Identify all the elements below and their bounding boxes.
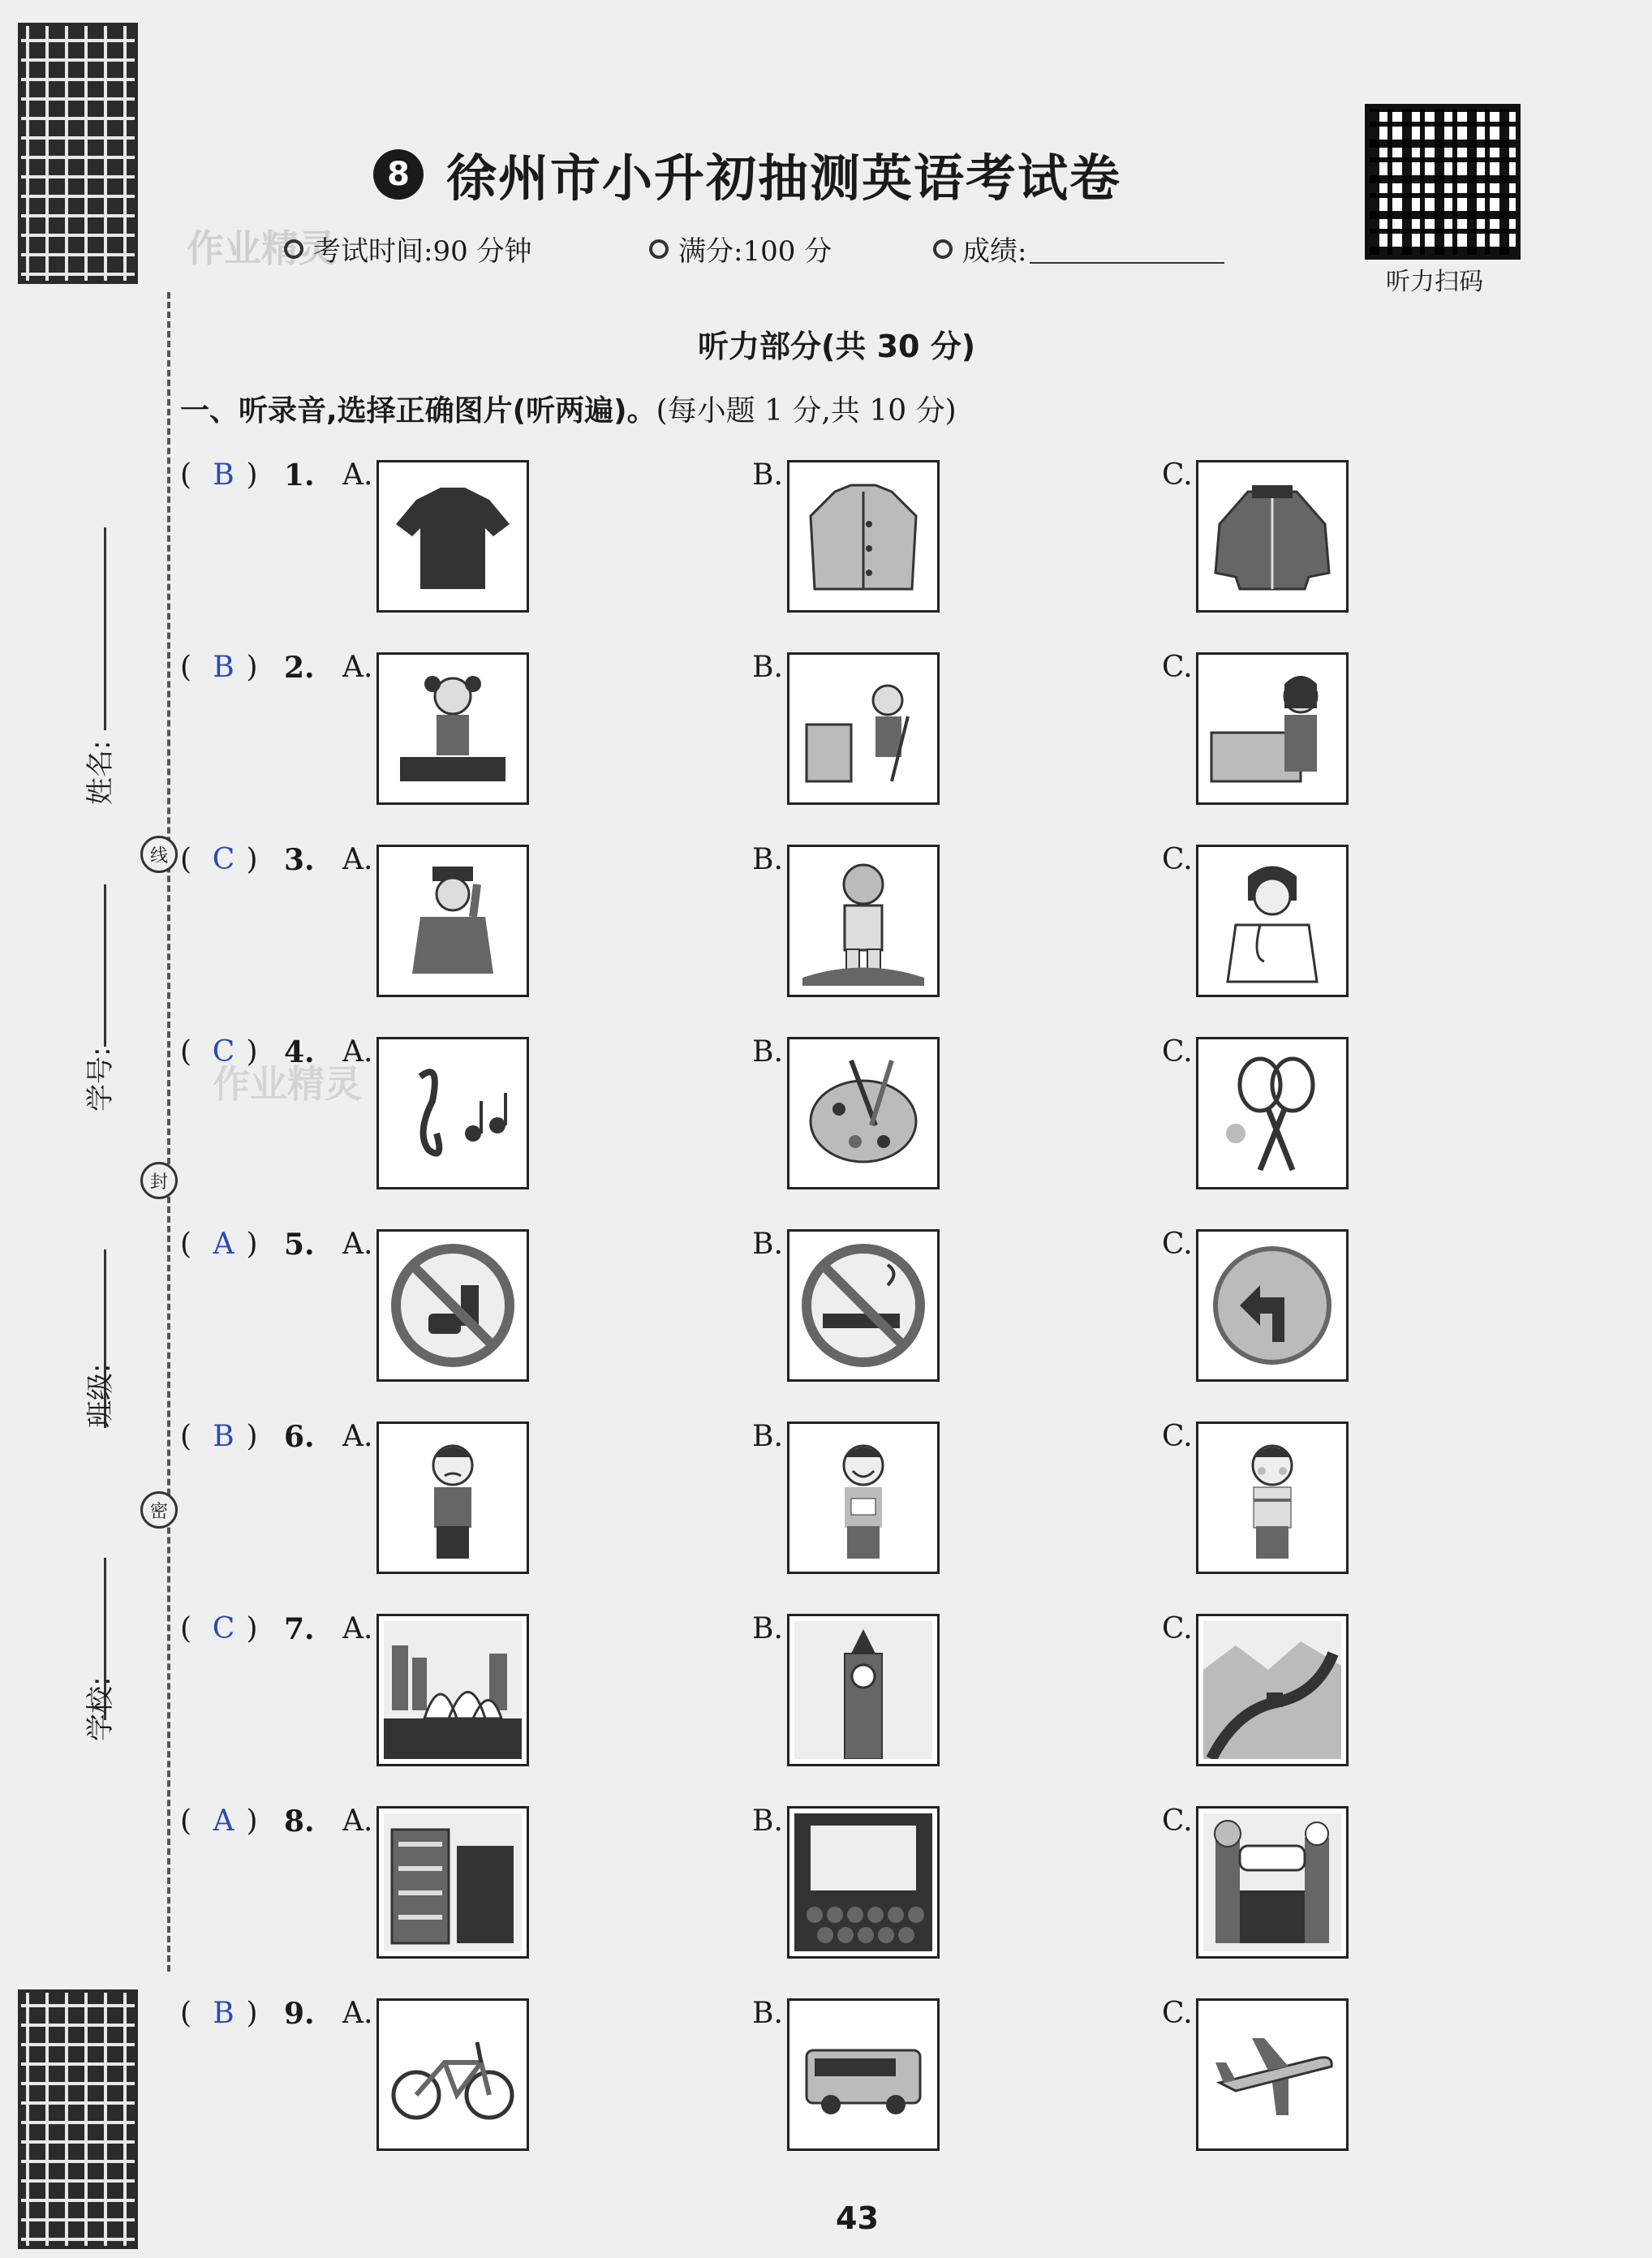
- answer-bracket[interactable]: ( B ): [180, 1997, 258, 2030]
- score-field: 成绩:: [933, 229, 1224, 269]
- class-label: 班级:: [84, 1363, 117, 1428]
- watermark-logo: 作业精灵: [213, 1062, 362, 1106]
- option-letter: A.: [342, 1997, 373, 2030]
- girl-making-bed-icon: [1203, 660, 1341, 798]
- question-row: [180, 1228, 1365, 1382]
- binding-dashed-line: [143, 292, 170, 1972]
- option-letter: C.: [1162, 1997, 1193, 2030]
- great-wall-icon: [1203, 1621, 1341, 1759]
- answer-value: C: [212, 1035, 235, 1069]
- part-title: 一、听录音,选择正确图片(听两遍)。(每小题 1 分,共 10 分): [180, 394, 957, 428]
- answer-bracket[interactable]: ( B ): [180, 458, 258, 492]
- option-letter: A.: [342, 1420, 373, 1453]
- option-picture[interactable]: [376, 845, 529, 997]
- option-letter: C.: [1162, 1035, 1193, 1069]
- exam-time: 考试时间:90 分钟: [284, 229, 532, 269]
- answer-value: C: [212, 843, 235, 876]
- full-score: 满分:100 分: [649, 229, 832, 269]
- option-picture[interactable]: [1196, 1421, 1349, 1574]
- option-picture[interactable]: [1196, 460, 1349, 613]
- jacket-icon: [1203, 467, 1341, 605]
- question-number: 6.: [284, 1420, 315, 1454]
- girl-sweeping-icon: [794, 660, 932, 798]
- soldier-icon: [384, 852, 522, 990]
- exam-title: 徐州市小升初抽测英语考试卷: [446, 148, 1122, 208]
- answer-bracket[interactable]: ( C ): [180, 843, 258, 876]
- option-picture[interactable]: [787, 1421, 940, 1574]
- school-label: 学校:: [84, 1676, 117, 1741]
- answer-value: B: [213, 1420, 234, 1453]
- option-letter: A.: [342, 1804, 373, 1838]
- option-letter: C.: [1162, 1420, 1193, 1453]
- option-letter: B.: [752, 458, 783, 492]
- answer-bracket[interactable]: ( A ): [180, 1804, 258, 1838]
- dense-mark: 密: [140, 1491, 178, 1529]
- option-letter: B.: [752, 843, 783, 876]
- option-letter: B.: [752, 1612, 783, 1645]
- answer-value: A: [213, 1804, 234, 1838]
- shy-boy-icon: [1203, 1429, 1341, 1567]
- student-no-blank: [104, 884, 106, 1047]
- option-picture[interactable]: [787, 845, 940, 997]
- option-picture[interactable]: [787, 1037, 940, 1189]
- option-picture[interactable]: [1196, 1229, 1349, 1382]
- question-row: [180, 1997, 1365, 2151]
- astronaut-icon: [794, 852, 932, 990]
- question-number: 3.: [284, 843, 315, 877]
- paint-palette-icon: [794, 1044, 932, 1182]
- coat-icon: [794, 467, 932, 605]
- option-picture[interactable]: [376, 1421, 529, 1574]
- sad-boy-icon: [384, 1429, 522, 1567]
- exam-number-badge: 8: [373, 149, 424, 200]
- option-picture[interactable]: [376, 652, 529, 805]
- option-letter: C.: [1162, 1804, 1193, 1838]
- happy-boy-icon: [794, 1429, 932, 1567]
- question-number: 9.: [284, 1997, 315, 2031]
- option-letter: B.: [752, 1035, 783, 1069]
- question-row: [180, 1804, 1365, 1959]
- option-picture[interactable]: [787, 652, 940, 805]
- option-letter: A.: [342, 1612, 373, 1645]
- name-blank: [104, 527, 106, 730]
- girl-cooking-icon: [384, 660, 522, 798]
- qr-code-icon[interactable]: [1365, 104, 1521, 260]
- option-picture[interactable]: [1196, 652, 1349, 805]
- line-mark: 线: [140, 836, 178, 873]
- question-number: 5.: [284, 1228, 315, 1262]
- option-letter: C.: [1162, 1612, 1193, 1645]
- seal-mark: 封: [140, 1162, 178, 1199]
- option-letter: B.: [752, 1228, 783, 1261]
- zoo-gate-icon: [1203, 1813, 1341, 1951]
- option-letter: C.: [1162, 843, 1193, 876]
- question-row: [180, 458, 1365, 613]
- qr-label: 听力扫码: [1386, 268, 1483, 296]
- answer-bracket[interactable]: ( C ): [180, 1035, 258, 1069]
- answer-bracket[interactable]: ( C ): [180, 1612, 258, 1645]
- option-picture[interactable]: [787, 1806, 940, 1959]
- page-number: 43: [836, 2200, 879, 2236]
- tennis-rackets-icon: [1203, 1044, 1341, 1182]
- bullet-circle-icon: [933, 239, 953, 259]
- option-picture[interactable]: [376, 1806, 529, 1959]
- option-picture[interactable]: [376, 1229, 529, 1382]
- question-row: [180, 1420, 1365, 1574]
- option-letter: B.: [752, 651, 783, 684]
- answer-bracket[interactable]: ( B ): [180, 1420, 258, 1453]
- question-number: 8.: [284, 1804, 315, 1839]
- decorative-border-bottom: [18, 1989, 138, 2249]
- turn-left-sign-icon: [1203, 1237, 1341, 1374]
- answer-value: B: [213, 1997, 234, 2030]
- plane-icon: [1203, 2006, 1341, 2144]
- answer-value: B: [213, 651, 234, 684]
- t-shirt-icon: [384, 467, 522, 605]
- bullet-circle-icon: [649, 239, 669, 259]
- bicycle-icon: [384, 2006, 522, 2144]
- option-picture[interactable]: [1196, 1998, 1349, 2151]
- big-ben-icon: [794, 1621, 932, 1759]
- option-picture[interactable]: [376, 1614, 529, 1766]
- question-row: [180, 1612, 1365, 1766]
- option-letter: B.: [752, 1420, 783, 1453]
- option-picture[interactable]: [1196, 1806, 1349, 1959]
- option-picture[interactable]: [787, 460, 940, 613]
- sydney-opera-house-icon: [384, 1621, 522, 1759]
- answer-value: C: [212, 1612, 235, 1645]
- question-number: 7.: [284, 1612, 315, 1646]
- option-picture[interactable]: [1196, 845, 1349, 997]
- option-picture[interactable]: [376, 1998, 529, 2151]
- student-no-label: 学号:: [84, 1047, 117, 1112]
- exam-title-block: [373, 138, 1121, 210]
- bullet-circle-icon: [284, 239, 303, 259]
- decorative-border-top: [18, 23, 138, 284]
- option-picture[interactable]: [787, 1229, 940, 1382]
- question-number: 4.: [284, 1035, 315, 1069]
- answer-bracket[interactable]: ( B ): [180, 651, 258, 684]
- option-picture[interactable]: [376, 1037, 529, 1189]
- answer-value: B: [213, 458, 234, 492]
- answer-bracket[interactable]: ( A ): [180, 1228, 258, 1261]
- no-smoking-sign-icon: [794, 1237, 932, 1374]
- option-letter: B.: [752, 1804, 783, 1838]
- option-letter: C.: [1162, 458, 1193, 492]
- score-blank: [1030, 234, 1224, 264]
- option-picture[interactable]: [376, 460, 529, 613]
- library-icon: [384, 1813, 522, 1951]
- cinema-icon: [794, 1813, 932, 1951]
- option-letter: A.: [342, 1035, 373, 1069]
- option-letter: A.: [342, 458, 373, 492]
- option-letter: A.: [342, 1228, 373, 1261]
- section-title: 听力部分(共 30 分): [698, 329, 976, 364]
- option-letter: C.: [1162, 651, 1193, 684]
- answer-value: A: [213, 1228, 234, 1261]
- question-row: [180, 651, 1365, 805]
- question-row: [180, 843, 1365, 997]
- option-picture[interactable]: [1196, 1614, 1349, 1766]
- option-picture[interactable]: [1196, 1037, 1349, 1189]
- option-letter: B.: [752, 1997, 783, 2030]
- option-picture[interactable]: [787, 1614, 940, 1766]
- music-notes-icon: [384, 1044, 522, 1182]
- question-number: 2.: [284, 651, 315, 685]
- question-number: 1.: [284, 458, 315, 492]
- no-food-sign-icon: [384, 1237, 522, 1374]
- doctor-icon: [1203, 852, 1341, 990]
- option-picture[interactable]: [787, 1998, 940, 2151]
- name-label: 姓名:: [84, 740, 117, 805]
- bus-icon: [794, 2006, 932, 2144]
- option-letter: A.: [342, 651, 373, 684]
- option-letter: A.: [342, 843, 373, 876]
- watermark-logo: 作业精灵: [187, 226, 336, 270]
- option-letter: C.: [1162, 1228, 1193, 1261]
